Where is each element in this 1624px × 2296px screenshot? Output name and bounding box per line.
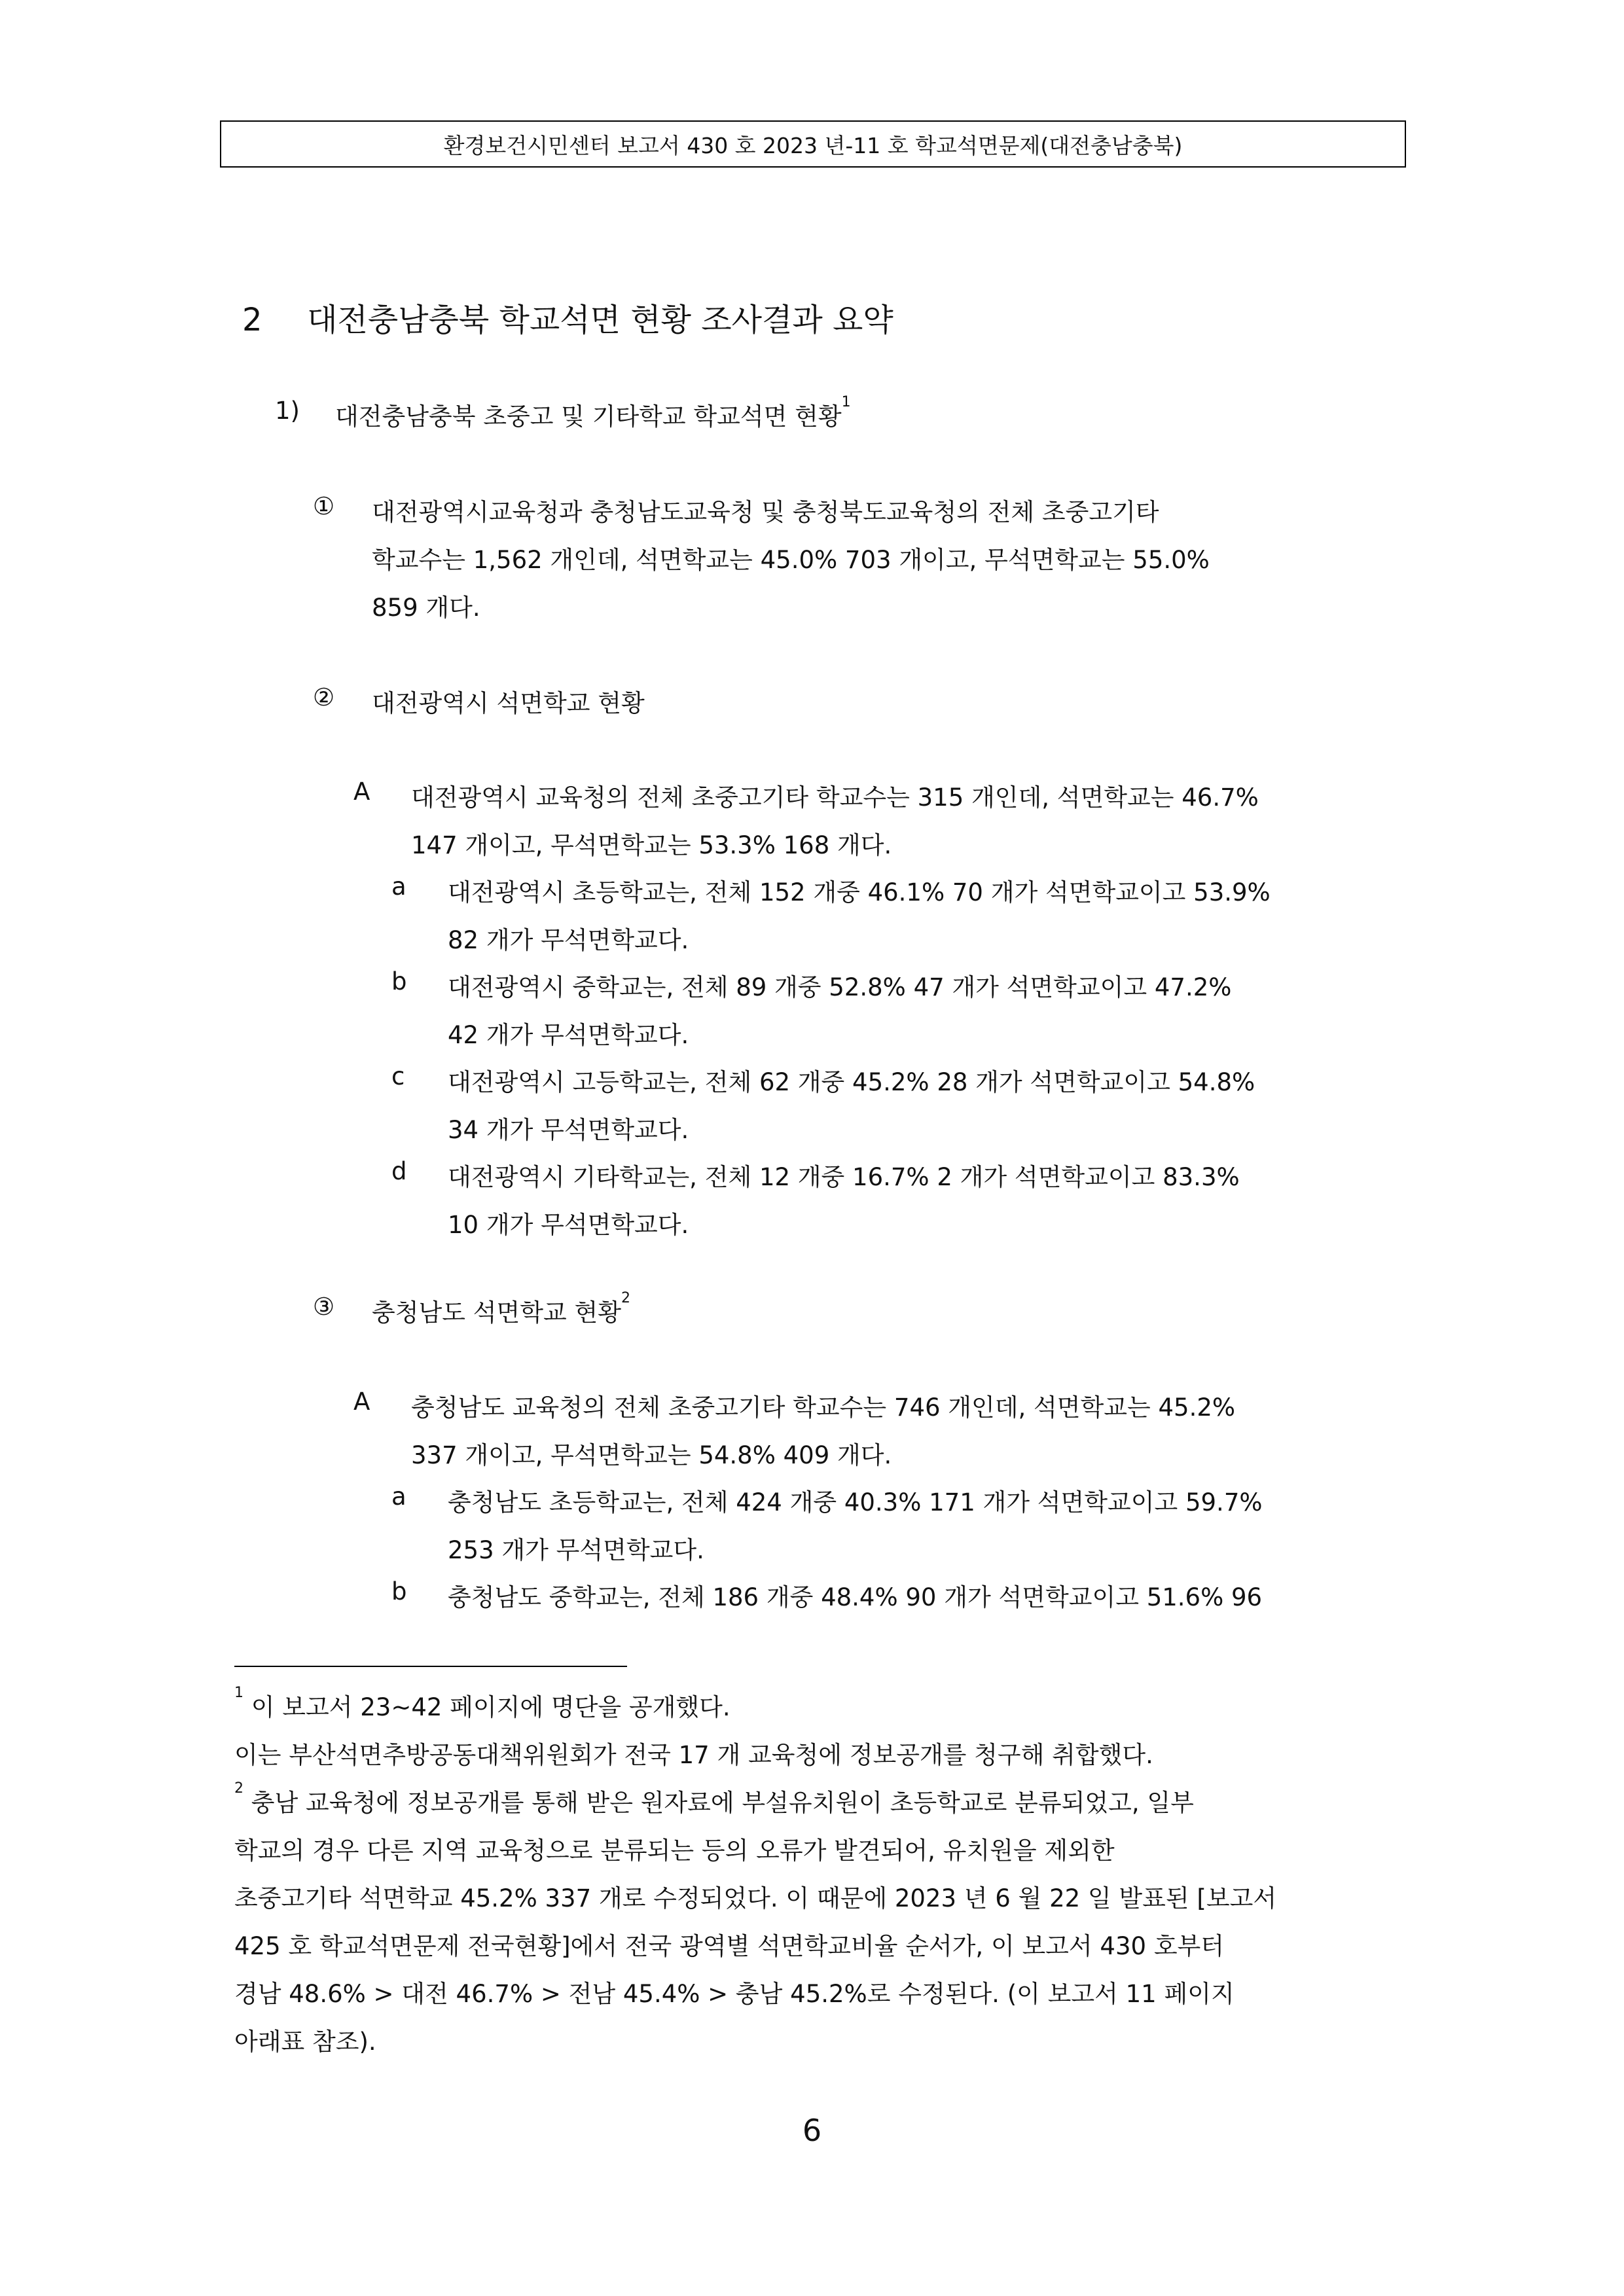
footnote-1-number: 1 (234, 1685, 244, 1701)
item3-A-marker: A (353, 1388, 370, 1416)
item2-A-marker: A (353, 778, 370, 806)
item2-c-marker: c (391, 1062, 405, 1090)
item3-b-marker: b (391, 1577, 407, 1605)
item3-a-marker: a (391, 1482, 406, 1511)
item2-b-line-2: 42 개가 무석면학교다. (448, 1021, 689, 1049)
item2-a-marker: a (391, 872, 406, 901)
item3-marker: ③ (313, 1293, 335, 1321)
item2-d-marker: d (391, 1157, 407, 1185)
footnote-1-line-2: 이는 부산석면추방공동대책위원회가 전국 17 개 교육청에 정보공개를 청구해 취합했다. (234, 1741, 1153, 1769)
footnote-1-line-1 (234, 1687, 731, 1723)
section-title: 대전충남충북 학교석면 현황 조사결과 요약 (307, 302, 893, 338)
item3-A-line-1: 충청남도 교육청의 전체 초중고기타 학교수는 746 개인데, 석면학교는 45.2% (411, 1393, 1236, 1422)
footnote-2-text: 충남 교육청에 정보공개를 통해 받은 원자료에 부설유치원이 초등학교로 분류되었고, 일부 (244, 1789, 1194, 1817)
item3-a-line-2: 253 개가 무석면학교다. (448, 1536, 704, 1564)
footnote-ref-1: 1 (841, 394, 851, 410)
footnote-2-line-3: 초중고기타 석면학교 45.2% 337 개로 수정되었다. 이 때문에 2023 년 6 월 22 일 발표된 [보고서 (234, 1884, 1277, 1912)
footnote-2-line-5: 경남 48.6% > 대전 46.7% > 전남 45.4% > 충남 45.2%로 수정된다. (이 보고서 11 페이지 (234, 1980, 1235, 2008)
footnote-2-line-2: 학교의 경우 다른 지역 교육청으로 분류되는 등의 오류가 발견되어, 유치원을 제외한 (234, 1837, 1115, 1865)
item2-A-line-2: 147 개이고, 무석면학교는 53.3% 168 개다. (411, 831, 892, 859)
report-header (220, 120, 1406, 168)
item1-line-2: 학교수는 1,562 개인데, 석면학교는 45.0% 703 개이고, 무석면학교는 55.0% (372, 546, 1210, 574)
item2-b-line-1: 대전광역시 중학교는, 전체 89 개중 52.8% 47 개가 석면학교이고 47.2% (448, 973, 1232, 1001)
subsection-number: 1) (275, 397, 300, 425)
item2-c-line-1: 대전광역시 고등학교는, 전체 62 개중 45.2% 28 개가 석면학교이고 54.8% (448, 1068, 1255, 1096)
page-number: 6 (802, 2113, 822, 2148)
subsection-title: 대전충남충북 초중고 및 기타학교 학교석면 현황 (335, 403, 842, 431)
item3-a-line-1: 충청남도 초등학교는, 전체 424 개중 40.3% 171 개가 석면학교이고 59.7% (448, 1488, 1263, 1516)
item2-marker: ② (313, 683, 335, 711)
section-heading (242, 295, 893, 340)
footnote-2-line-1 (234, 1780, 1194, 1818)
item3-b-line-1: 충청남도 중학교는, 전체 186 개중 48.4% 90 개가 석면학교이고 51.6% 96 (448, 1583, 1263, 1611)
subsection-heading (335, 394, 851, 432)
item3-heading (372, 1290, 630, 1328)
section-number: 2 (242, 302, 262, 338)
item1-line-1: 대전광역시교육청과 충청남도교육청 및 충청북도교육청의 전체 초중고기타 (372, 498, 1159, 526)
footnote-separator (234, 1666, 627, 1667)
item3-A-line-2: 337 개이고, 무석면학교는 54.8% 409 개다. (411, 1441, 892, 1469)
item2-a-line-1: 대전광역시 초등학교는, 전체 152 개중 46.1% 70 개가 석면학교이고 53.9% (448, 878, 1271, 906)
item2-A-line-1: 대전광역시 교육청의 전체 초중고기타 학교수는 315 개인데, 석면학교는 46.7% (411, 783, 1259, 812)
footnote-1-text: 이 보고서 23~42 페이지에 명단을 공개했다. (244, 1693, 731, 1721)
item3-title: 충청남도 석면학교 현황 (372, 1299, 621, 1327)
item2-b-marker: b (391, 967, 407, 996)
report-header-title: 환경보건시민센터 보고서 430 호 2023 년-11 호 학교석면문제(대전충남충북) (443, 132, 1183, 158)
item1-marker: ① (313, 492, 335, 520)
item2-c-line-2: 34 개가 무석면학교다. (448, 1116, 689, 1144)
footnote-2-number: 2 (234, 1780, 244, 1797)
item2-a-line-2: 82 개가 무석면학교다. (448, 926, 689, 954)
item2-title: 대전광역시 석면학교 현황 (372, 689, 645, 717)
footnote-ref-2: 2 (621, 1290, 630, 1306)
item2-d-line-1: 대전광역시 기타학교는, 전체 12 개중 16.7% 2 개가 석면학교이고 83.3% (448, 1163, 1240, 1191)
item1-line-3: 859 개다. (372, 594, 480, 622)
footnote-2-line-4: 425 호 학교석면문제 전국현황]에서 전국 광역별 석면학교비율 순서가, 이 보고서 430 호부터 (234, 1932, 1225, 1960)
footnote-2-line-6: 아래표 참조). (234, 2028, 376, 2056)
item2-d-line-2: 10 개가 무석면학교다. (448, 1211, 689, 1239)
